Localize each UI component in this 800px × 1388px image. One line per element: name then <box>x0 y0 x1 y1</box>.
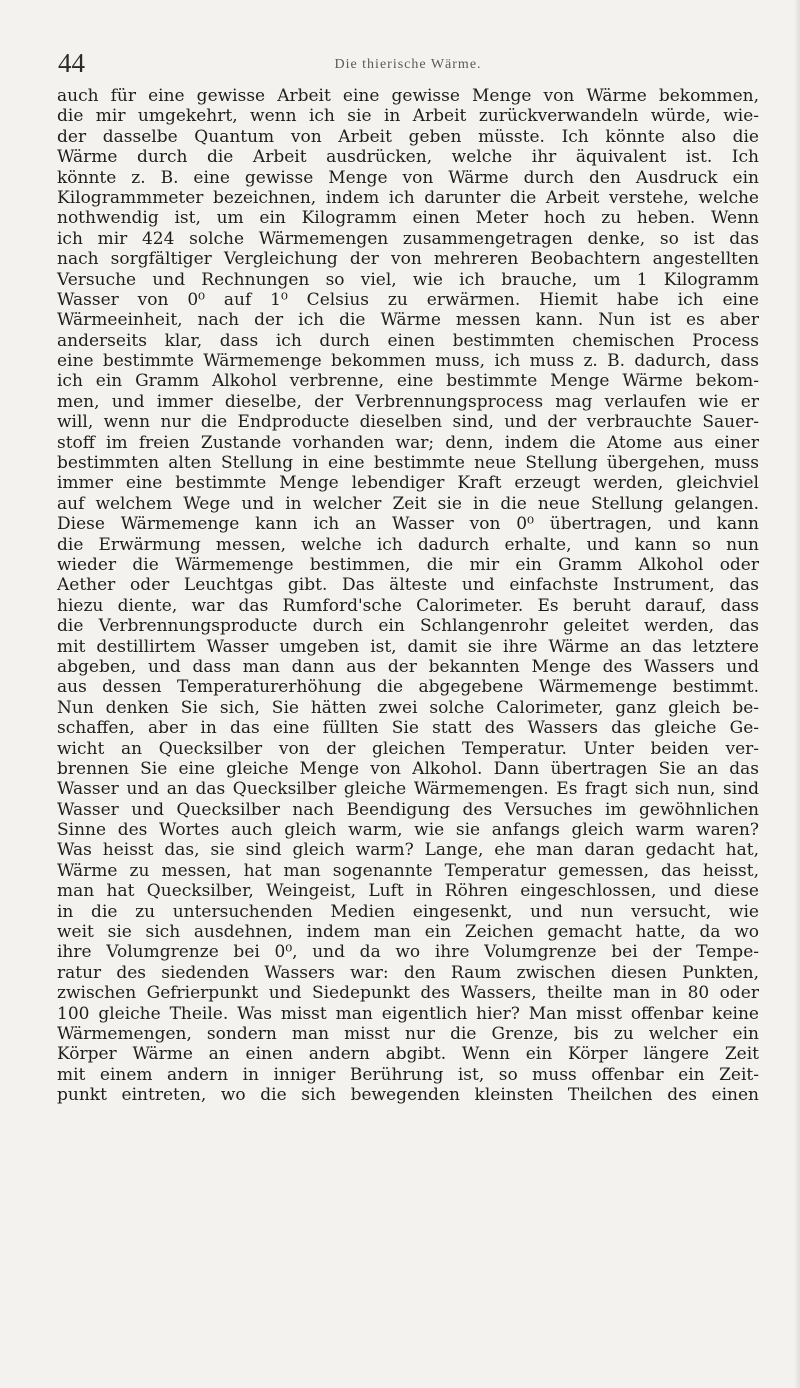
text-line: mit einem andern in inniger Berührung ist, so muss offenbar ein Zeit- <box>57 1064 759 1085</box>
text-line: men, und immer dieselbe, der Verbrennungsprocess mag verlaufen wie er <box>57 391 759 412</box>
text-line: bestimmten alten Stellung in eine bestimmte neue Stellung übergehen, muss <box>57 453 759 474</box>
text-line: ich ein Gramm Alkohol verbrenne, eine bestimmte Menge Wärme bekom- <box>57 371 759 392</box>
text-line: Aether oder Leuchtgas gibt. Das älteste und einfachste Instrument, das <box>57 575 759 596</box>
text-line: auf welchem Wege und in welcher Zeit sie in die neue Stellung gelangen. <box>57 493 759 514</box>
text-line: Wärme durch die Arbeit ausdrücken, welche ihr äquivalent ist. Ich <box>57 147 759 168</box>
text-line: könnte z. B. eine gewisse Menge von Wärme durch den Ausdruck ein <box>57 167 759 188</box>
text-line: wieder die Wärmemenge bestimmen, die mir ein Gramm Alkohol oder <box>57 554 759 575</box>
text-line: brennen Sie eine gleiche Menge von Alkohol. Dann übertragen Sie an das <box>57 758 759 779</box>
text-line: abgeben, und dass man dann aus der bekannten Menge des Wassers und <box>57 656 759 677</box>
text-line: punkt eintreten, wo die sich bewegenden kleinsten Theilchen des einen <box>57 1085 759 1106</box>
text-line: ich mir 424 solche Wärmemengen zusammengetragen denke, so ist das <box>57 228 759 249</box>
text-line: Wärmemengen, sondern man misst nur die Grenze, bis zu welcher ein <box>57 1023 759 1044</box>
text-line: zwischen Gefrierpunkt und Siedepunkt des Wassers, theilte man in 80 oder <box>57 983 759 1004</box>
text-line: Wärmeeinheit, nach der ich die Wärme messen kann. Nun ist es aber <box>57 310 759 331</box>
text-line: hiezu diente, war das Rumford'sche Calorimeter. Es beruht darauf, dass <box>57 595 759 616</box>
text-line: Wärme zu messen, hat man sogenannte Temperatur gemessen, das heisst, <box>57 860 759 881</box>
text-line: Wasser und an das Quecksilber gleiche Wärmemengen. Es fragt sich nun, sind <box>57 779 759 800</box>
text-line: Körper Wärme an einen andern abgibt. Wenn ein Körper längere Zeit <box>57 1044 759 1065</box>
text-line: auch für eine gewisse Arbeit eine gewisse Menge von Wärme bekommen, <box>57 86 759 106</box>
text-line: nach sorgfältiger Vergleichung der von mehreren Beobachtern angestellten <box>57 249 759 270</box>
text-line: wicht an Quecksilber von der gleichen Temperatur. Unter beiden ver- <box>57 738 760 759</box>
text-line: schaffen, aber in das eine füllten Sie statt des Wassers das gleiche Ge- <box>57 718 759 739</box>
text-line: will, wenn nur die Endproducte dieselben sind, und der verbrauchte Sauer- <box>57 412 760 433</box>
running-title: Die thierische Wärme. <box>334 57 482 72</box>
text-line: nothwendig ist, um ein Kilogramm einen Meter hoch zu heben. Wenn <box>57 208 759 229</box>
text-line: Sinne des Wortes auch gleich warm, wie sie anfangs gleich warm waren? <box>57 820 759 841</box>
page-header <box>58 48 758 78</box>
text-line: eine bestimmte Wärmemenge bekommen muss, ich muss z. B. dadurch, dass <box>57 351 759 372</box>
body-text <box>57 86 759 1106</box>
text-line: aus dessen Temperaturerhöhung die abgegebene Wärmemenge bestimmt. <box>57 677 759 698</box>
text-line: die Verbrennungsproducte durch ein Schlangenrohr geleitet werden, das <box>57 616 759 637</box>
text-line: 100 gleiche Theile. Was misst man eigentlich hier? Man misst offenbar keine <box>57 1003 759 1024</box>
text-line: mit destillirtem Wasser umgeben ist, damit sie ihre Wärme an das letztere <box>57 636 759 657</box>
text-line: Was heisst das, sie sind gleich warm? Lange, ehe man daran gedacht hat, <box>57 840 759 861</box>
text-line: Nun denken Sie sich, Sie hätten zwei solche Calorimeter, ganz gleich be- <box>57 697 760 718</box>
text-line: Kilogrammmeter bezeichnen, indem ich darunter die Arbeit verstehe, welche <box>57 187 759 208</box>
text-line: stoff im freien Zustande vorhanden war; denn, indem die Atome aus einer <box>57 432 759 453</box>
text-line: weit sie sich ausdehnen, indem man ein Zeichen gemacht hatte, da wo <box>57 922 759 943</box>
text-line: anderseits klar, dass ich durch einen bestimmten chemischen Process <box>57 330 759 351</box>
text-line: Wasser und Quecksilber nach Beendigung des Versuches im gewöhnlichen <box>57 799 759 820</box>
text-line: in die zu untersuchenden Medien eingesenkt, und nun versucht, wie <box>57 901 759 922</box>
page-edge-shadow <box>794 0 800 1388</box>
text-line: die mir umgekehrt, wenn ich sie in Arbeit zurückverwandeln würde, wie- <box>57 106 759 127</box>
text-line: Diese Wärmemenge kann ich an Wasser von 0⁰ übertragen, und kann <box>57 514 759 535</box>
page-number: 44 <box>58 48 85 78</box>
text-line: ratur des siedenden Wassers war: den Raum zwischen diesen Punkten, <box>57 962 759 983</box>
text-line: die Erwärmung messen, welche ich dadurch erhalte, und kann so nun <box>57 534 760 555</box>
text-line: immer eine bestimmte Menge lebendiger Kraft erzeugt werden, gleichviel <box>57 473 759 494</box>
text-line: man hat Quecksilber, Weingeist, Luft in Röhren eingeschlossen, und diese <box>57 881 759 902</box>
text-line: Wasser von 0⁰ auf 1⁰ Celsius zu erwärmen. Hiemit habe ich eine <box>57 289 759 310</box>
text-line: Versuche und Rechnungen so viel, wie ich brauche, um 1 Kilogramm <box>57 269 759 290</box>
text-line: der dasselbe Quantum von Arbeit geben müsste. Ich könnte also die <box>57 126 759 147</box>
text-line: ihre Volumgrenze bei 0⁰, und da wo ihre Volumgrenze bei der Tempe- <box>57 942 759 963</box>
